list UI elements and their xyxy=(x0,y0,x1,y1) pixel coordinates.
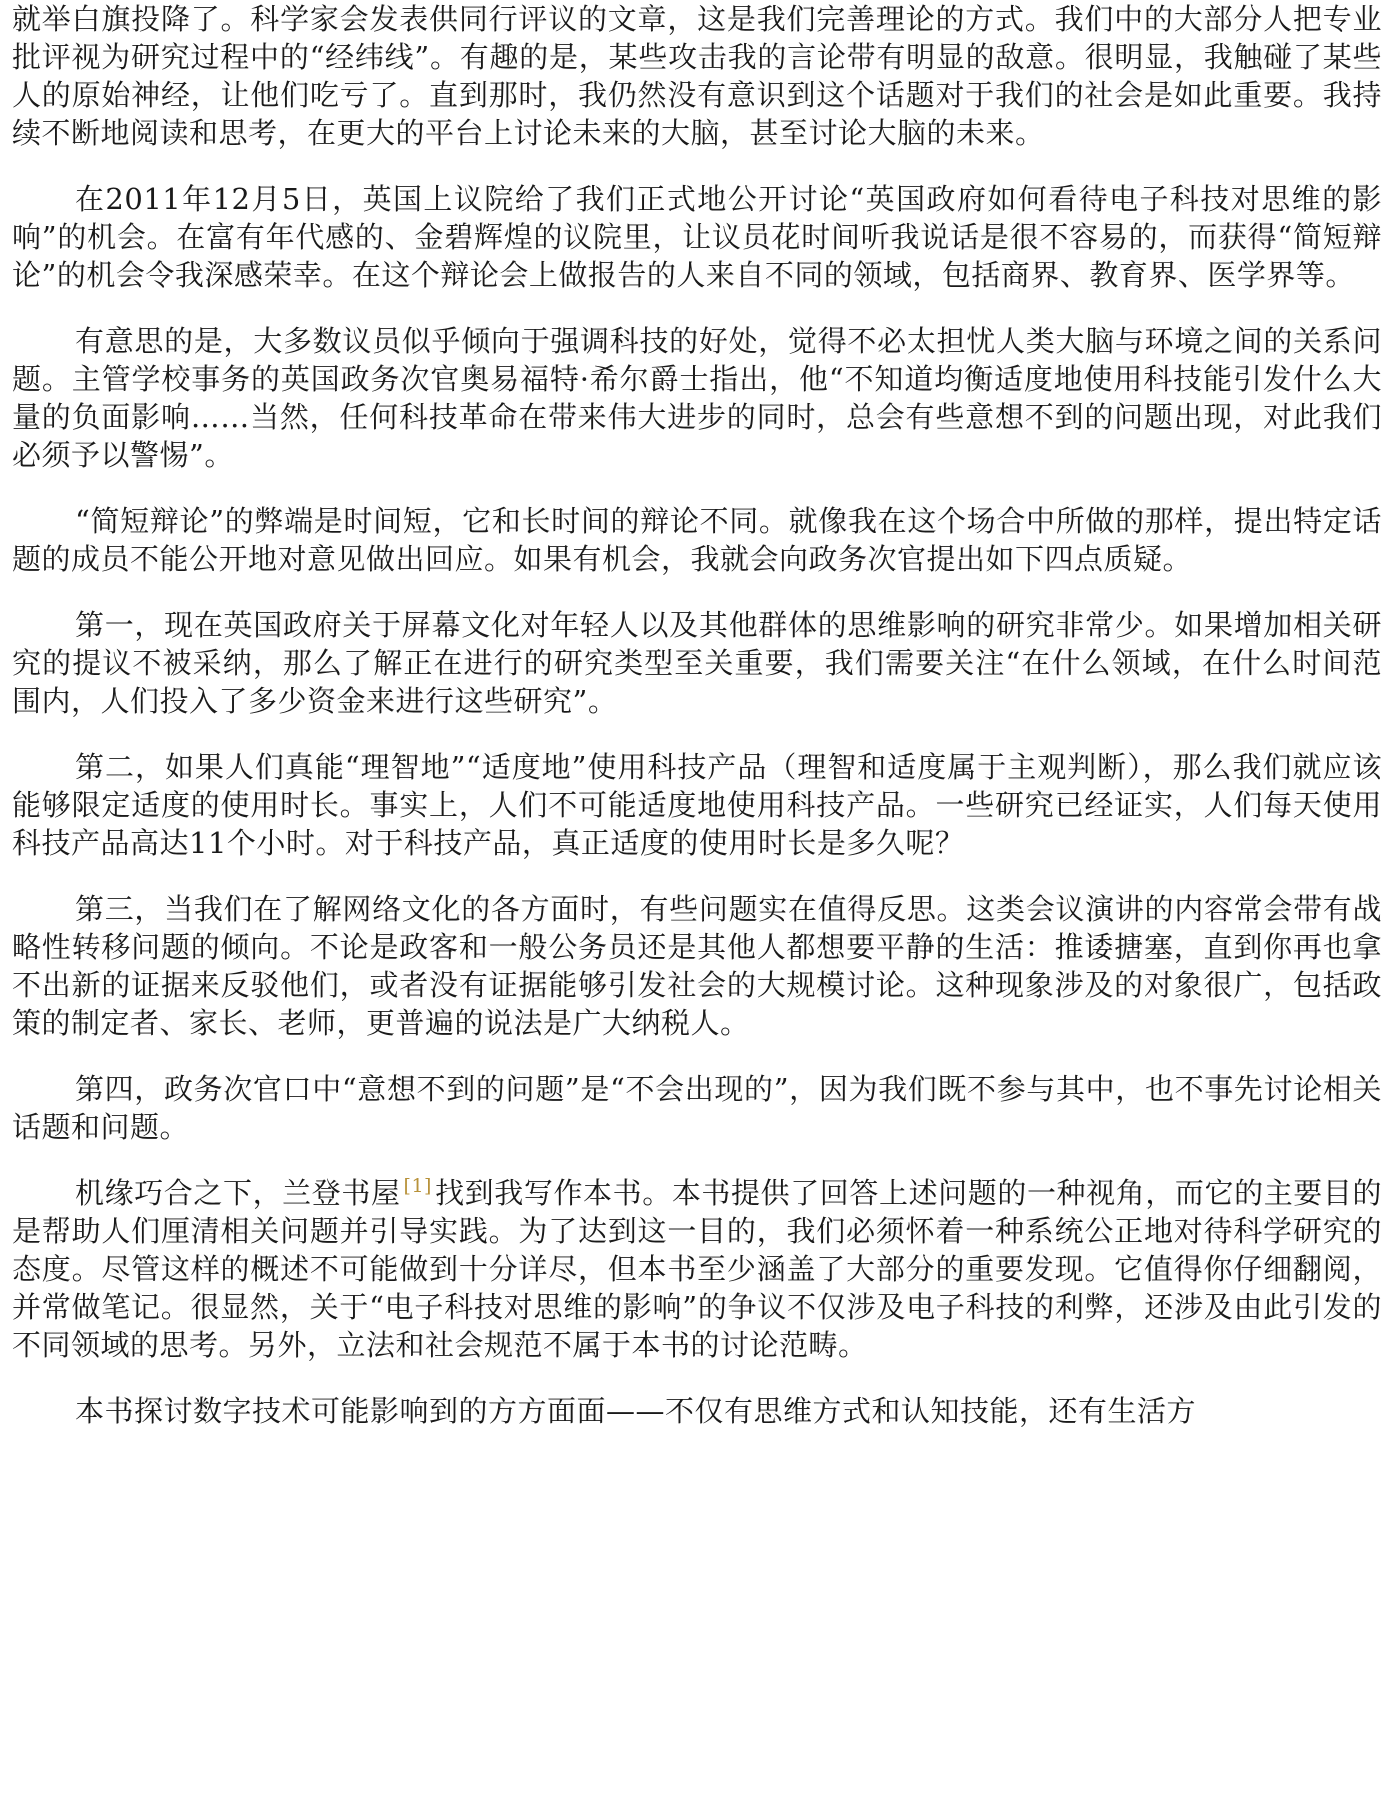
footnote-marker[interactable]: [1] xyxy=(403,1175,432,1198)
paragraph-house-of-lords: 在2011年12月5日，英国上议院给了我们正式地公开讨论“英国政府如何看待电子科技对思维的影响”的机会。在富有年代感的、金碧辉煌的议院里，让议员花时间听我说话是很不容易的，而获得“简短辩论”的机会令我深感荣幸。在这个辩论会上做报告的人来自不同的领域，包括商界、教育界、医学界等。 xyxy=(12,182,1382,292)
paragraph-minister-quote: 有意思的是，大多数议员似乎倾向于强调科技的好处，觉得不必太担忧人类大脑与环境之间的关系问题。主管学校事务的英国政务次官奥易福特·希尔爵士指出，他“不知道均衡适度地使用科技能引发什么大量的负面影响……当然，任何科技革命在带来伟大进步的同时，总会有些意想不到的问题出现，对此我们必须予以警惕”。 xyxy=(12,324,1382,472)
paragraph-book-purpose xyxy=(12,1174,1382,1364)
paragraph-point-three: 第三，当我们在了解网络文化的各方面时，有些问题实在值得反思。这类会议演讲的内容常会带有战略性转移问题的倾向。不论是政客和一般公务员还是其他人都想要平静的生活：推诿搪塞，直到你再也拿不出新的证据来反驳他们，或者没有证据能够引发社会的大规模讨论。这种现象涉及的对象很广，包括政策的制定者、家长、老师，更普遍的说法是广大纳税人。 xyxy=(12,892,1382,1040)
paragraph-short-debate: “简短辩论”的弊端是时间短，它和长时间的辩论不同。就像我在这个场合中所做的那样，提出特定话题的成员不能公开地对意见做出回应。如果有机会，我就会向政务次官提出如下四点质疑。 xyxy=(12,504,1382,576)
paragraph-text-before-footnote: 机缘巧合之下，兰登书屋 xyxy=(75,1176,401,1210)
paragraph-point-one: 第一，现在英国政府关于屏幕文化对年轻人以及其他群体的思维影响的研究非常少。如果增加相关研究的提议不被采纳，那么了解正在进行的研究类型至关重要，我们需要关注“在什么领域，在什么时间范围内，人们投入了多少资金来进行这些研究”。 xyxy=(12,608,1382,718)
paragraph-book-scope: 本书探讨数字技术可能影响到的方方面面——不仅有思维方式和认知技能，还有生活方 xyxy=(75,1394,1197,1428)
paragraph-point-four: 第四，政务次官口中“意想不到的问题”是“不会出现的”，因为我们既不参与其中，也不事先讨论相关话题和问题。 xyxy=(12,1072,1382,1144)
paragraph-continued: 就举白旗投降了。科学家会发表供同行评议的文章，这是我们完善理论的方式。我们中的大部分人把专业批评视为研究过程中的“经纬线”。有趣的是，某些攻击我的言论带有明显的敌意。很明显，我触碰了某些人的原始神经，让他们吃亏了。直到那时，我仍然没有意识到这个话题对于我们的社会是如此重要。我持续不断地阅读和思考，在更大的平台上讨论未来的大脑，甚至讨论大脑的未来。 xyxy=(12,2,1382,150)
book-page xyxy=(12,0,1382,1800)
paragraph-point-two: 第二，如果人们真能“理智地”“适度地”使用科技产品（理智和适度属于主观判断），那么我们就应该能够限定适度的使用时长。事实上，人们不可能适度地使用科技产品。一些研究已经证实，人们每天使用科技产品高达11个小时。对于科技产品，真正适度的使用时长是多久呢？ xyxy=(12,750,1382,860)
paragraph-text-after-footnote: 找到我写作本书。本书提供了回答上述问题的一种视角，而它的主要目的是帮助人们厘清相关问题并引导实践。为了达到这一目的，我们必须怀着一种系统公正地对待科学研究的态度。尽管这样的概述不可能做到十分详尽，但本书至少涵盖了大部分的重要发现。它值得你仔细翻阅，并常做笔记。很显然，关于“电子科技对思维的影响”的争议不仅涉及电子科技的利弊，还涉及由此引发的不同领域的思考。另外，立法和社会规范不属于本书的讨论范畴。 xyxy=(12,1176,1382,1362)
